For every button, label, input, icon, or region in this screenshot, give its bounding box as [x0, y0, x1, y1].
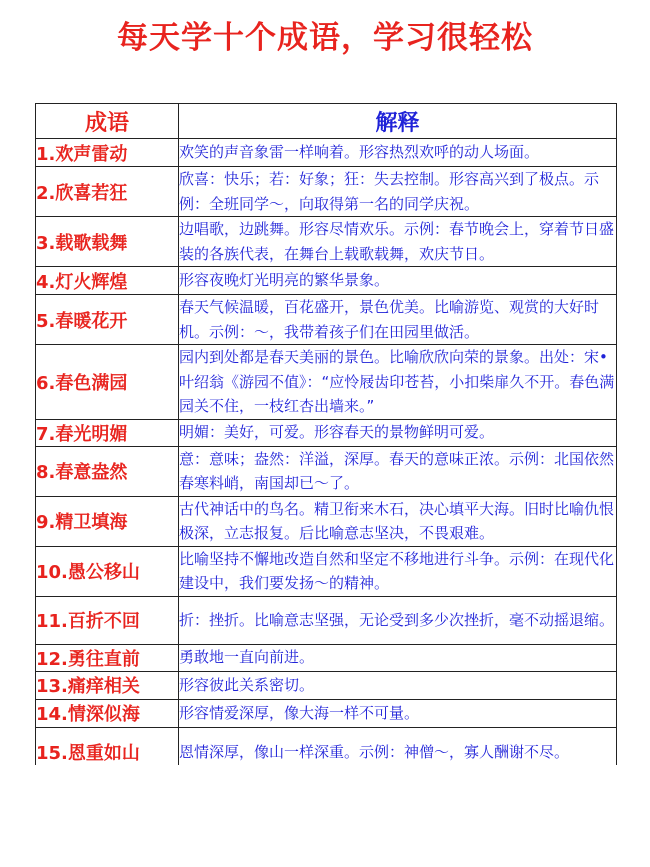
idiom-term: 14.情深似海 [36, 699, 179, 727]
table-row [36, 699, 617, 727]
idiom-explanation: 欢笑的声音象雷一样响着。形容热烈欢呼的动人场面。 [179, 139, 617, 167]
table-row [36, 546, 617, 596]
table-header-row [36, 104, 617, 139]
idiom-explanation: 折：挫折。比喻意志坚强，无论受到多少次挫折，毫不动摇退缩。 [179, 596, 617, 644]
table-row [36, 345, 617, 420]
idiom-explanation: 欣喜：快乐；若：好象；狂：失去控制。形容高兴到了极点。示例：全班同学～，向取得第一名的同学庆祝。 [179, 167, 617, 217]
idiom-term: 8.春意盎然 [36, 446, 179, 496]
header-term: 成语 [36, 104, 179, 139]
idiom-term: 1.欢声雷动 [36, 139, 179, 167]
idiom-term: 9.精卫填海 [36, 496, 179, 546]
idiom-explanation: 明媚：美好，可爱。形容春天的景物鲜明可爱。 [179, 419, 617, 446]
idiom-term: 15.恩重如山 [36, 727, 179, 777]
idiom-term: 12.勇往直前 [36, 644, 179, 671]
idiom-term: 6.春色满园 [36, 345, 179, 420]
idiom-term: 3.载歌载舞 [36, 217, 179, 267]
page-bottom-margin [0, 765, 650, 867]
table-row [36, 419, 617, 446]
idiom-term: 13.痛痒相关 [36, 671, 179, 699]
idiom-explanation: 勇敢地一直向前进。 [179, 644, 617, 671]
table-row [36, 596, 617, 644]
idiom-term: 7.春光明媚 [36, 419, 179, 446]
idiom-explanation: 形容夜晚灯光明亮的繁华景象。 [179, 267, 617, 295]
table-row [36, 139, 617, 167]
table-row [36, 217, 617, 267]
idiom-term: 2.欣喜若狂 [36, 167, 179, 217]
idiom-explanation: 恩情深厚，像山一样深重。示例：神僧～，寡人酬谢不尽。 [179, 727, 617, 777]
idiom-term: 11.百折不回 [36, 596, 179, 644]
idiom-explanation: 古代神话中的鸟名。精卫衔来木石，决心填平大海。旧时比喻仇恨极深，立志报复。后比喻意志坚决，不畏艰难。 [179, 496, 617, 546]
idiom-term: 5.春暖花开 [36, 295, 179, 345]
table-row [36, 496, 617, 546]
table-row [36, 295, 617, 345]
idiom-explanation: 边唱歌，边跳舞。形容尽情欢乐。示例：春节晚会上，穿着节日盛装的各族代表，在舞台上载歌载舞，欢庆节日。 [179, 217, 617, 267]
idiom-explanation: 意：意味；盎然：洋溢，深厚。春天的意味正浓。示例：北国依然春寒料峭，南国却已～了。 [179, 446, 617, 496]
idiom-explanation: 形容情爱深厚，像大海一样不可量。 [179, 699, 617, 727]
header-explanation: 解释 [179, 104, 617, 139]
idiom-term: 4.灯火辉煌 [36, 267, 179, 295]
idiom-explanation: 形容彼此关系密切。 [179, 671, 617, 699]
page-title: 每天学十个成语，学习很轻松 [117, 20, 533, 56]
table-row [36, 267, 617, 295]
idiom-explanation: 园内到处都是春天美丽的景色。比喻欣欣向荣的景象。出处：宋•叶绍翁《游园不值》：“应怜屐齿印苍苔，小扣柴扉久不开。春色满园关不住，一枝红杏出墙来。” [179, 345, 617, 420]
table-row [36, 671, 617, 699]
idiom-explanation: 比喻坚持不懈地改造自然和坚定不移地进行斗争。示例：在现代化建设中，我们要发扬～的精神。 [179, 546, 617, 596]
idiom-table [35, 103, 617, 778]
table-row [36, 446, 617, 496]
table-row [36, 167, 617, 217]
idiom-explanation: 春天气候温暖，百花盛开，景色优美。比喻游览、观赏的大好时机。示例：～，我带着孩子们在田园里做活。 [179, 295, 617, 345]
table-row [36, 644, 617, 671]
idiom-term: 10.愚公移山 [36, 546, 179, 596]
